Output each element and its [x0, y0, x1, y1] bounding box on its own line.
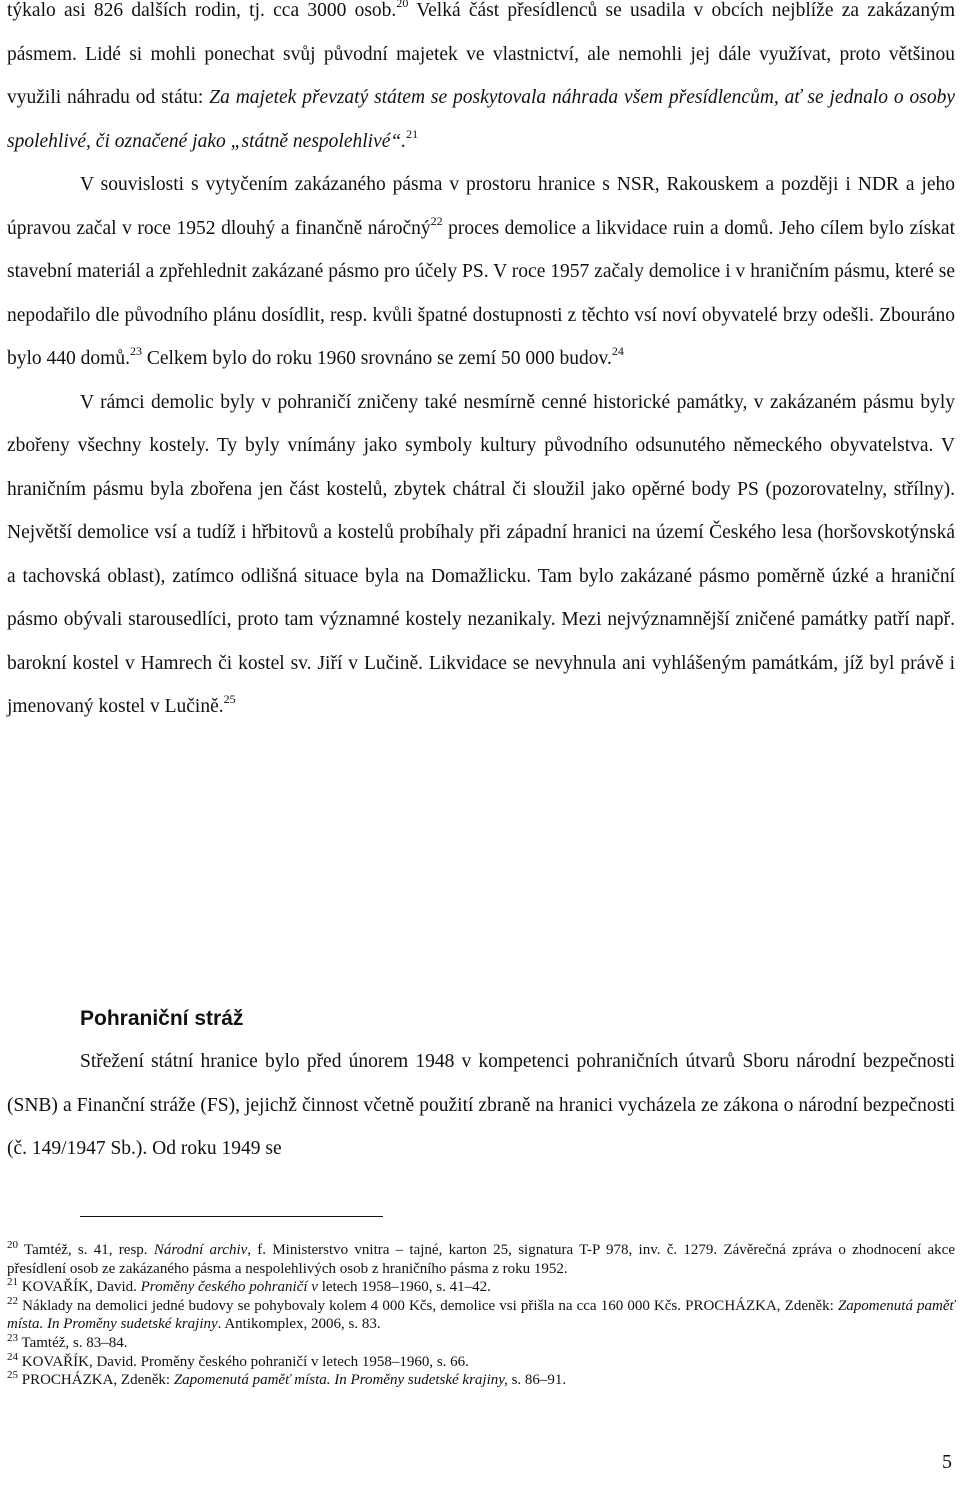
footnote-text: , f. Ministerstvo vnitra – tajné, karton 25, signatura T-P 978, inv. č. 1279. Závěrečná zpráva o zhodnocení akce přesídlení osob ze zakázaného pásma a nespolehlivých osob z hraničního pásma z roku 1952. — [7, 1242, 956, 1277]
footnote-ref: 21 — [406, 126, 419, 141]
footnote-text: Tamtéž, s. 83–84. — [18, 1334, 128, 1351]
footnote-ref: 24 — [611, 344, 624, 358]
footnote-number: 24 — [7, 1350, 18, 1363]
footnote-number: 20 — [7, 1239, 18, 1251]
italic-quote: Za majetek převzatý státem se poskytovala náhrada všem přesídlencům, ať se jednalo o osoby spolehlivé, či označené jako „státně nespolehlivé“. — [7, 87, 955, 152]
paragraph-border-guard — [7, 1040, 955, 1171]
footnote-italic: Proměny českého pohraničí v — [140, 1279, 318, 1296]
footnote-item — [7, 1241, 955, 1278]
text-run: V souvislosti s vytyčením zakázaného pásma v prostoru hranice s NSR, Rakouskem a později i NDR a jeho úpravou začal v roce 1952 dlouhý a finančně náročný — [7, 174, 955, 239]
footnote-text: Tamtéž, s. 41, resp. — [18, 1242, 154, 1258]
footnote-item — [7, 1371, 955, 1390]
section-heading: Pohraniční stráž — [80, 1007, 244, 1030]
paragraph-demolitions — [7, 163, 955, 381]
footnote-ref: 20 — [396, 0, 409, 10]
paragraph-monuments — [7, 381, 955, 729]
footnote-text: s. 86–91. — [507, 1372, 567, 1389]
main-text-block — [7, 0, 955, 729]
text-run: Celkem bylo do roku 1960 srovnáno se zemí 50 000 budov. — [141, 348, 612, 369]
footnote-number: 23 — [7, 1331, 18, 1344]
footnotes — [7, 1241, 955, 1390]
section-text-block — [7, 1040, 955, 1171]
footnote-text: . Antikomplex, 2006, s. 83. — [217, 1316, 381, 1333]
footnote-number: 22 — [7, 1294, 18, 1307]
paragraph-relocation — [7, 0, 955, 163]
text-run: proces demolice a likvidace ruin a domů. Jeho cílem bylo získat stavební materiál a zpřehlednit zakázané pásmo pro účely PS. V roce 1957 začaly demolice i v hraničním pásmu, které se nepodařilo dle původního plánu dosídlit, resp. kvůli špatné dostupnosti z těchto vsí noví obyvatelé brzy odešli. Zbouráno bylo 440 domů. — [7, 217, 955, 369]
page-number: 5 — [942, 1451, 952, 1473]
text-run: Střežení státní hranice bylo před únorem 1948 v kompetenci pohraničních útvarů Sboru národní bezpečnosti (SNB) a Finanční stráže (FS), jejichž činnost včetně použití zbraně na hranici vycházela ze zákona o národní bezpečnosti (č. 149/1947 Sb.). Od roku 1949 se — [7, 1051, 955, 1159]
footnote-number: 25 — [7, 1369, 18, 1382]
text-run: týkalo asi 826 dalších rodin, tj. cca 3000 osob. — [7, 0, 397, 21]
footnote-ref: 22 — [430, 213, 443, 228]
text-run: V rámci demolic byly v pohraničí zničeny také nesmírně cenné historické památky, v zakázaném pásmu byly zbořeny všechny kostely. Ty byly vnímány jako symboly kultury původního odsunutého německého obyvatelstva. V hraničním pásmu byla zbořena jen část kostelů, zbytek chátral či sloužil jako opěrné body PS (pozorovatelny, střílny). Největší demolice vsí a tudíž i hřbitovů a kostelů probíhaly při západní hranici na území Českého lesa (horšovskotýnská a tachovská oblast), zatímco odlišná situace byla na Domažlicku. Tam bylo zakázané pásmo poměrně úzké a hraniční pásmo obývali starousedlíci, proto tam významné kostely nezanikaly. Mezi nejvýznamnější zničené památky patří např. barokní kostel v Hamrech či kostel sv. Jiří v Lučině. Likvidace se nevyhnula ani vyhlášeným památkám, jíž byl právě i jmenovaný kostel v Lučině. — [7, 391, 955, 717]
footnote-text: Náklady na demolici jedné budovy se pohybovaly kolem 4 000 Kčs, demolice vsi přišla na cca 160 000 Kčs. PROCHÁZKA, Zdeněk: — [18, 1297, 838, 1314]
footnote-item — [7, 1331, 955, 1353]
footnote-text: KOVAŘÍK, David. Proměny českého pohraničí v letech 1958–1960, s. 66. — [18, 1353, 469, 1370]
footnote-italic: Zapomenutá paměť místa. In Proměny sudetské krajiny, — [173, 1372, 508, 1389]
footnote-text: PROCHÁZKA, Zdeněk: — [18, 1372, 174, 1389]
text-run: Velká část přesídlenců se usadila v obcích nejblíže za zakázaným pásmem. Lidé si mohli ponechat svůj původní majetek ve vlastnictví, ale nemohli jej dále využívat, proto většinou využili náhradu od státu: — [7, 0, 955, 108]
footnote-ref: 23 — [129, 344, 142, 358]
footnote-item — [7, 1350, 955, 1372]
footnote-item — [7, 1278, 955, 1297]
footnote-ref: 25 — [223, 692, 236, 706]
footnote-text: KOVAŘÍK, David. — [18, 1279, 141, 1296]
footnote-separator — [80, 1216, 383, 1217]
footnote-italic: Národní archiv — [153, 1242, 248, 1258]
footnote-item — [7, 1294, 955, 1334]
footnote-text: letech 1958–1960, s. 41–42. — [317, 1279, 491, 1296]
footnote-italic: Zapomenutá paměť místa. In Proměny sudetské krajiny — [7, 1297, 955, 1333]
footnote-number: 21 — [7, 1276, 18, 1289]
